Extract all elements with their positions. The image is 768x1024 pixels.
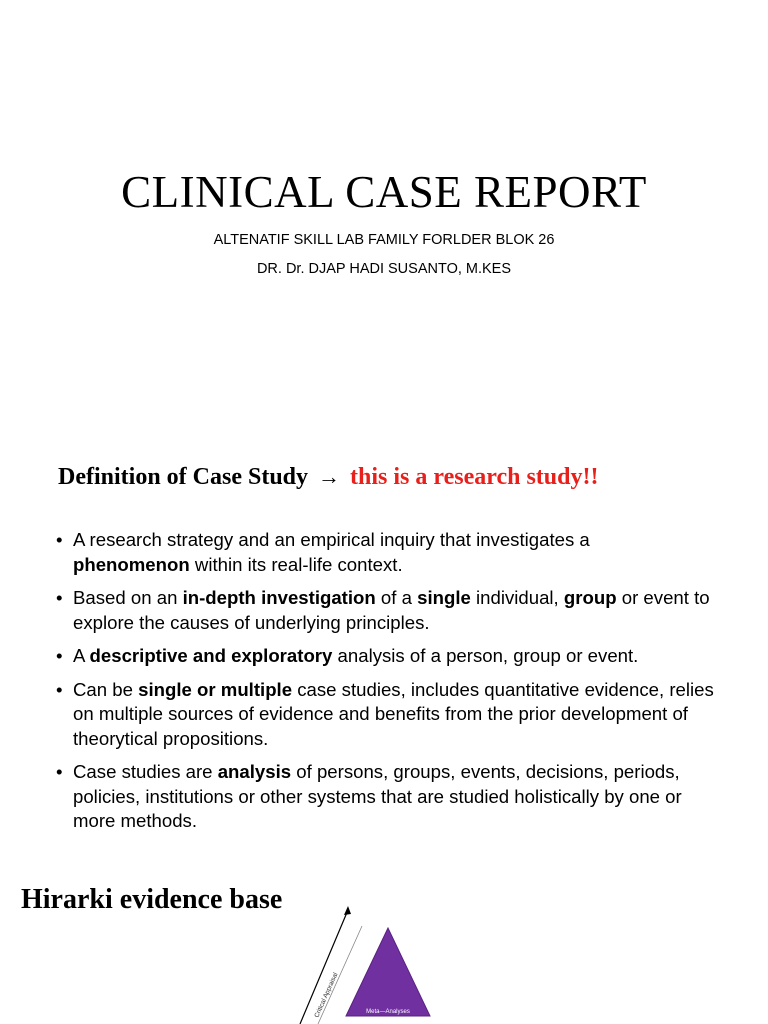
- pyramid-top-tier: [346, 928, 430, 1016]
- bullet-bold-text: analysis: [217, 761, 292, 782]
- subtitle-author: DR. Dr. DJAP HADI SUSANTO, M.KES: [256, 261, 512, 277]
- bullet-text: Case studies are: [73, 761, 218, 782]
- bullet-item-descriptive: [56, 644, 716, 669]
- bullet-item-analysis: [56, 760, 716, 834]
- bullet-text: of a: [375, 587, 418, 608]
- definition-heading-highlight: this is a research study!!: [350, 464, 599, 490]
- bullet-bold-text: single or multiple: [138, 678, 293, 700]
- subtitle-course: ALTENATIF SKILL LAB FAMILY FORLDER BLOK 26: [213, 232, 555, 248]
- bullet-bold-text: phenomenon: [73, 553, 190, 575]
- bullet-item-in-depth: [56, 586, 716, 635]
- bullet-text: A research strategy and an empirical inquiry that investigates a: [73, 529, 590, 550]
- bullet-text: A: [73, 645, 90, 666]
- bullet-dot-icon: •: [56, 678, 63, 700]
- bullet-dot-icon: •: [56, 587, 63, 608]
- right-arrow-icon: →: [318, 464, 341, 489]
- meta-analyses-label: Meta—Analyses: [366, 1009, 410, 1015]
- bullet-item-research-strategy: [56, 528, 716, 577]
- critical-appraisal-arrowhead-icon: [344, 906, 351, 915]
- presentation-title: CLINICAL CASE REPORT: [121, 167, 647, 217]
- bullet-text: within its real-life context.: [189, 553, 403, 575]
- definition-bullet-list: [56, 528, 716, 843]
- bullet-bold-text: descriptive and exploratory: [89, 645, 333, 666]
- bullet-text: or event to explore the causes of underlying principles.: [73, 587, 710, 633]
- bullet-dot-icon: •: [56, 761, 63, 782]
- hierarchy-title: Hirarki evidence base: [21, 884, 283, 915]
- definition-heading: [58, 464, 598, 491]
- bullet-bold-text: group: [563, 587, 617, 608]
- bullet-text: case studies, includes quantitative evidence, relies on multiple sources of evidence and benefits from the prior development of theorytical propositions.: [73, 678, 714, 749]
- title-slide: [0, 0, 768, 432]
- bullet-text: Can be: [73, 678, 139, 700]
- bullet-bold-text: single: [417, 587, 471, 608]
- bullet-text: of persons, groups, events, decisions, periods, policies, institutions or other systems that are studied holistically by one or more methods.: [73, 761, 682, 831]
- critical-appraisal-label: Critical Appraisal: [313, 971, 340, 1019]
- evidence-pyramid-diagram: [290, 904, 470, 1024]
- bullet-text: individual,: [470, 587, 564, 608]
- bullet-item-single-multiple: [56, 678, 716, 752]
- bullet-bold-text: in-depth investigation: [182, 587, 376, 608]
- bullet-dot-icon: •: [56, 645, 63, 666]
- evidence-hierarchy-slide: [0, 864, 768, 1024]
- bullet-text: analysis of a person, group or event.: [332, 645, 639, 666]
- definition-slide: [0, 432, 768, 864]
- bullet-dot-icon: •: [56, 529, 63, 550]
- definition-heading-text: Definition of Case Study: [58, 464, 309, 490]
- bullet-text: Based on an: [73, 587, 183, 608]
